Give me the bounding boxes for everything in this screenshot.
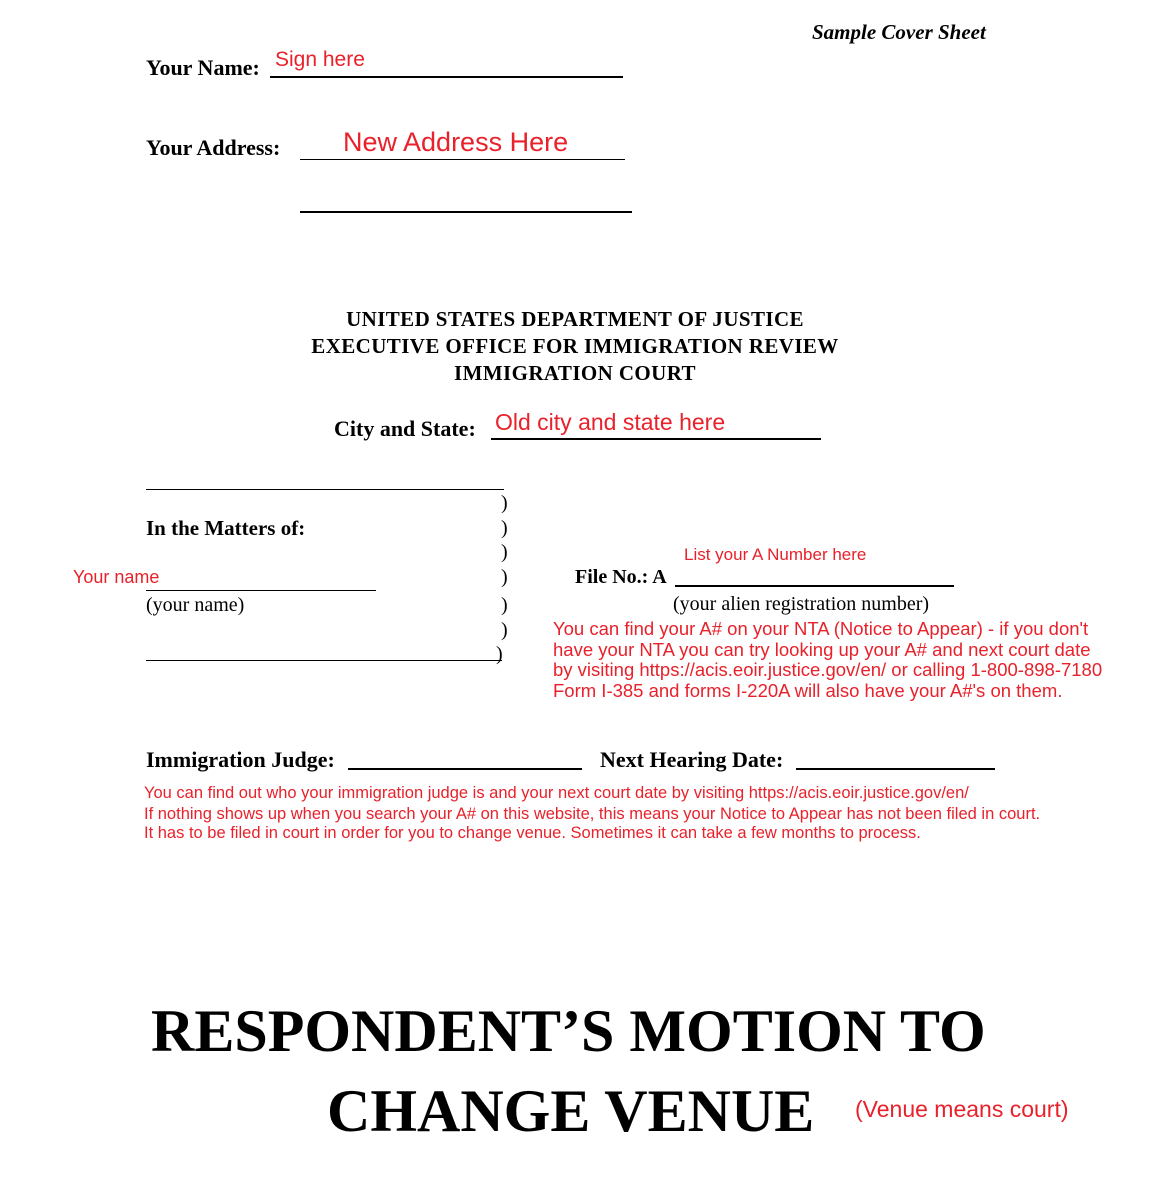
judge-help-2: If nothing shows up when you search your A# on this website, this means your Notice to Appear has not been filed in court.: [144, 805, 1041, 823]
city-state-line[interactable]: [491, 438, 821, 440]
immigration-judge-line[interactable]: [348, 768, 582, 770]
sign-here-note: Sign here: [275, 48, 365, 71]
motion-title-line-2: CHANGE VENUE: [327, 1078, 815, 1144]
address-line-2[interactable]: [300, 211, 632, 213]
file-no-label: File No.: A: [575, 566, 667, 588]
a-number-help-4: Form I-385 and forms I-220A will also have your A#'s on them.: [553, 680, 1063, 701]
alien-registration-caption: (your alien registration number): [673, 593, 930, 615]
a-number-help-1: You can find your A# on your NTA (Notice to Appear) - if you don't: [553, 618, 1089, 639]
your-name-note: Your name: [73, 567, 160, 587]
immigration-judge-label: Immigration Judge:: [146, 747, 335, 772]
a-number-note: List your A Number here: [684, 545, 867, 564]
city-state-label: City and State:: [334, 416, 476, 441]
agency-line-3: IMMIGRATION COURT: [454, 361, 696, 385]
next-hearing-date-line[interactable]: [796, 768, 995, 770]
bracket-paren: ): [496, 643, 503, 665]
old-city-state-note: Old city and state here: [495, 409, 726, 435]
matters-top-line: [146, 489, 504, 490]
motion-title-line-1: RESPONDENT’S MOTION TO: [151, 998, 986, 1064]
bracket-paren: ): [501, 566, 508, 588]
a-number-help-2: have your NTA you can try looking up your A# and next court date: [553, 639, 1091, 660]
agency-line-2: EXECUTIVE OFFICE FOR IMMIGRATION REVIEW: [311, 334, 839, 358]
matters-label: In the Matters of:: [146, 516, 306, 540]
venue-means-court-note: (Venue means court): [855, 1096, 1069, 1122]
judge-help-3: It has to be filed in court in order for you to change venue. Sometimes it can take a few months to process.: [144, 824, 921, 842]
matters-bottom-line: [146, 660, 502, 661]
your-address-label: Your Address:: [146, 135, 281, 160]
sample-cover-label: Sample Cover Sheet: [812, 20, 986, 44]
name-signature-line[interactable]: [270, 76, 623, 78]
your-name-label: Your Name:: [146, 55, 260, 80]
judge-help-1: You can find out who your immigration judge is and your next court date by visiting https://acis.eoir.justice.gov/en/: [144, 784, 969, 802]
next-hearing-date-label: Next Hearing Date:: [600, 747, 784, 772]
agency-line-1: UNITED STATES DEPARTMENT OF JUSTICE: [346, 307, 804, 331]
your-name-caption: (your name): [146, 594, 245, 616]
bracket-paren: ): [501, 517, 508, 539]
bracket-paren: ): [501, 594, 508, 616]
bracket-paren: ): [501, 619, 508, 641]
a-number-help-3: by visiting https://acis.eoir.justice.gov/en/ or calling 1-800-898-7180: [553, 659, 1103, 680]
respondent-name-line[interactable]: [146, 590, 376, 591]
bracket-paren: ): [501, 492, 508, 514]
a-number-line[interactable]: [675, 585, 954, 587]
bracket-paren: ): [501, 541, 508, 563]
address-line-1[interactable]: [300, 159, 625, 160]
new-address-note: New Address Here: [343, 127, 569, 157]
